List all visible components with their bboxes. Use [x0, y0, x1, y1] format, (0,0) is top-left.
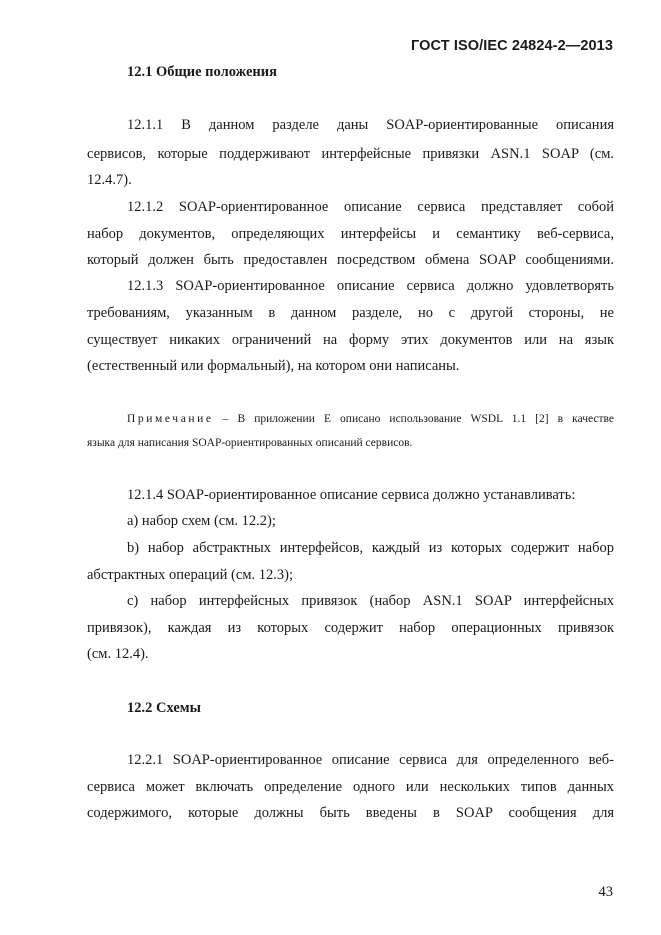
note-text: – В приложении Е описано использование WSDL 1.1 [2] в качестве: [213, 413, 614, 425]
section-heading-12-2: 12.2 Схемы: [127, 700, 201, 716]
note-label: Примечание: [127, 413, 214, 425]
paragraph-12-1-3-line: (естественный или формальный), на котором они написаны.: [87, 358, 460, 374]
list-item-c-line: (см. 12.4).: [87, 646, 149, 662]
paragraph-12-2-1-line: сервиса может включать определение одного или нескольких типов данных: [87, 779, 614, 795]
paragraph-12-1-2-line: набор документов, определяющих интерфейсы и семантику веб-сервиса,: [87, 226, 614, 242]
list-item-a: а) набор схем (см. 12.2);: [127, 513, 276, 529]
paragraph-12-1-1-line: сервисов, которые поддерживают интерфейсные привязки ASN.1 SOAP (см.: [87, 146, 614, 162]
paragraph-12-1-2-line: 12.1.2 SOAP-ориентированное описание сервиса представляет собой: [127, 199, 614, 215]
section-heading-12-1: 12.1 Общие положения: [127, 64, 277, 80]
paragraph-12-1-1-line: 12.4.7).: [87, 172, 132, 188]
paragraph-12-1-3-line: требованиям, указанным в данном разделе, но с другой стороны, не: [87, 305, 614, 321]
list-item-b-line: абстрактных операций (см. 12.3);: [87, 567, 293, 583]
paragraph-12-1-2-line: который должен быть предоставлен посредством обмена SOAP сообщениями.: [87, 252, 614, 268]
page-number: 43: [598, 884, 613, 900]
document-code-header: ГОСТ ISO/IEC 24824-2—2013: [411, 38, 613, 54]
note-line: [127, 411, 614, 427]
list-item-c-line: привязок), каждая из которых содержит набор операционных привязок: [87, 620, 614, 636]
list-item-b-line: b) набор абстрактных интерфейсов, каждый из которых содержит набор: [127, 540, 614, 556]
paragraph-12-2-1-line: содержимого, которые должны быть введены в SOAP сообщения для: [87, 805, 614, 821]
list-item-c-line: с) набор интерфейсных привязок (набор ASN.1 SOAP интерфейсных: [127, 593, 614, 609]
paragraph-12-1-4-line: 12.1.4 SOAP-ориентированное описание сервиса должно устанавливать:: [127, 487, 576, 503]
note-line: языка для написания SOAP-ориентированных описаний сервисов.: [87, 437, 413, 449]
paragraph-12-1-3-line: существует никаких ограничений на форму этих документов или на язык: [87, 332, 614, 348]
paragraph-12-2-1-line: 12.2.1 SOAP-ориентированное описание сервиса для определенного веб-: [127, 752, 614, 768]
paragraph-12-1-1-line: 12.1.1 В данном разделе даны SOAP-ориентированные описания: [127, 117, 614, 133]
paragraph-12-1-3-line: 12.1.3 SOAP-ориентированное описание сервиса должно удовлетворять: [127, 278, 614, 294]
